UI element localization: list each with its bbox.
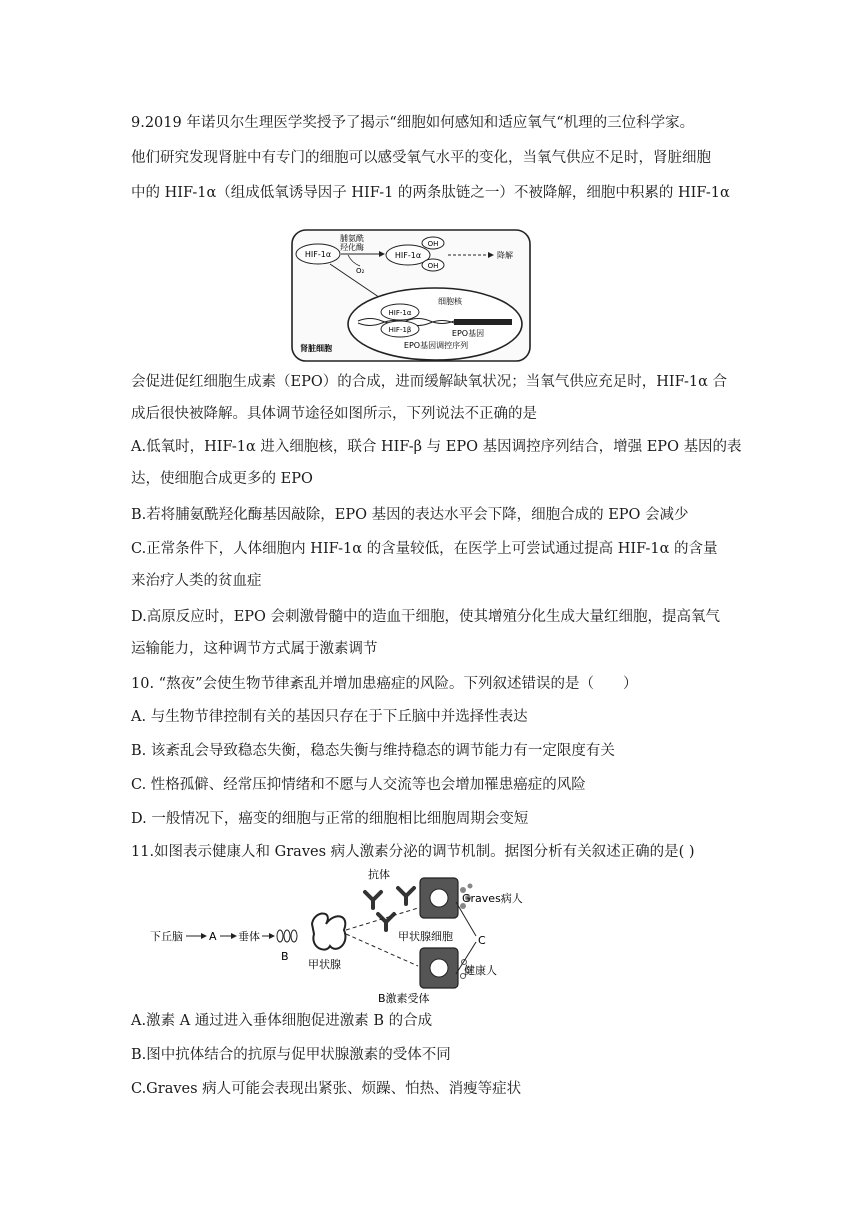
q9-option-d-line-2: 运输能力，这种调节方式属于激素调节 [131,641,378,657]
q9-stem-line-3: 中的 HIF-1α（组成低氧诱导因子 HIF-1 的两条肽链之一）不被降解，细胞中积累的 HIF-1α [131,185,730,201]
q11-option-c: C.Graves 病人可能会表现出紧张、烦躁、怕热、消瘦等症状 [131,1081,522,1097]
q9-hif-diagram [290,228,532,363]
fig11-graves-label: Graves病人 [462,892,523,905]
fig9-enzyme-label-1: 脯氨酰 [340,234,364,243]
fig11-a-label: A [209,930,217,943]
fig9-degrade-label: 降解 [497,251,513,260]
q9-stem-line-1: 9.2019 年诺贝尔生理医学奖授予了揭示“细胞如何感知和适应氧气“机理的三位科学家。 [131,115,695,131]
fig11-b-label: B [281,950,289,963]
fig9-epo-gene-label: EPO基因 [451,329,485,338]
fig9-hif1a-label: HIF-1α [304,250,332,259]
q11-graves-diagram [150,862,530,1007]
fig11-pituitary-label: 垂体 [238,930,260,943]
fig11-thyroid-cell-label: 甲状腺细胞 [398,930,453,943]
q10-option-a: A. 与生物节律控制有关的基因只存在于下丘脑中并选择性表达 [131,709,528,725]
fig11-healthy-label: 健康人 [464,964,497,977]
q9-option-a-line-2: 达，使细胞合成更多的 EPO [131,471,313,487]
fig9-enzyme-label-2: 羟化酶 [340,243,364,252]
q11-option-a: A.激素 A 通过进入垂体细胞促进激素 B 的合成 [131,1013,433,1029]
fig11-thyroid-label: 甲状腺 [308,958,341,971]
q10-option-d: D. 一般情况下，癌变的细胞与正常的细胞相比细胞周期会变短 [131,811,529,827]
fig9-oh-label-2: OH [427,262,439,270]
q10-option-b: B. 该紊乱会导致稳态失衡，稳态失衡与维持稳态的调节能力有一定限度有关 [131,743,615,759]
q9-option-d-line-1: D.高原反应时，EPO 会刺激骨髓中的造血干细胞，使其增殖分化生成大量红细胞，提高氧气 [131,609,721,625]
fig9-hif1b-label: HIF-1β [388,326,412,334]
fig9-nucleus-label: 细胞核 [438,297,462,306]
fig9-hif1a-nucleus-label: HIF-1α [388,309,412,317]
q9-stem-after-line-1: 会促进促红细胞生成素（EPO）的合成，进而缓解缺氧状况；当氧气供应充足时，HIF-1α 合 [131,374,728,390]
q10-stem: 10. “熬夜”会使生物节律紊乱并增加患癌症的风险。下列叙述错误的是（ ） [131,676,638,692]
q11-option-b: B.图中抗体结合的抗原与促甲状腺激素的受体不同 [131,1047,451,1063]
fig9-hif1a-oh-label: HIF-1α [394,251,422,260]
fig11-antibody-label: 抗体 [368,868,390,881]
q9-option-a-line-1: A.低氧时，HIF-1α 进入细胞核，联合 HIF-β 与 EPO 基因调控序列结合，增强 EPO 基因的表 [131,439,742,455]
q11-stem: 11.如图表示健康人和 Graves 病人激素分泌的调节机制。据图分析有关叙述正确的是( ) [131,844,695,860]
fig11-b-receptor-label: B激素受体 [378,992,430,1005]
q10-option-c: C. 性格孤僻、经常压抑情绪和不愿与人交流等也会增加罹患癌症的风险 [131,777,586,793]
q9-stem-line-2: 他们研究发现肾脏中有专门的细胞可以感受氧气水平的变化，当氧气供应不足时，肾脏细胞 [131,150,711,166]
fig11-hypothalamus-label: 下丘脑 [150,930,183,943]
fig9-epo-reg-label: EPO基因调控序列 [403,341,469,350]
q9-option-c-line-1: C.正常条件下，人体细胞内 HIF-1α 的含量较低，在医学上可尝试通过提高 HIF-1α 的含量 [131,541,718,557]
fig9-kidney-cell-label: 肾脏细胞 [300,344,332,353]
q9-stem-after-line-2: 成后很快被降解。具体调节途径如图所示，下列说法不正确的是 [131,406,537,422]
fig9-oh-label-1: OH [427,240,439,248]
q9-option-b: B.若将脯氨酰羟化酶基因敲除，EPO 基因的表达水平会下降，细胞合成的 EPO 会减少 [131,507,689,523]
fig9-o2-label: O₂ [356,267,365,275]
q9-option-c-line-2: 来治疗人类的贫血症 [131,573,262,589]
fig11-c-label: C [478,934,486,947]
